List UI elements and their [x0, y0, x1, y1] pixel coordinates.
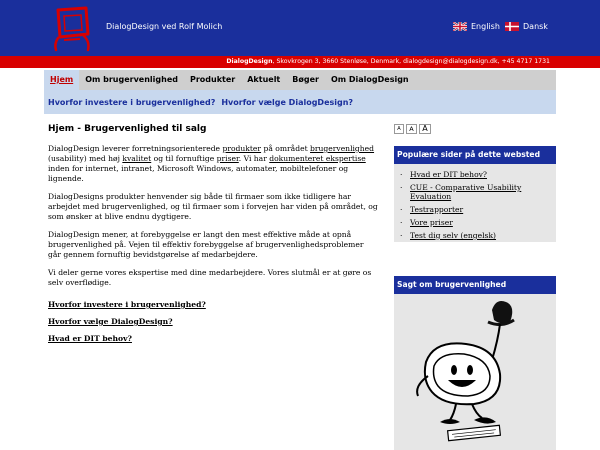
link-ekspertise[interactable]: dokumenteret ekspertise: [269, 154, 366, 163]
link-choose[interactable]: Hvorfor vælge DialogDesign?: [48, 317, 173, 326]
share-paragraph: Vi deler gerne vores ekspertise med dine medarbejdere. Vores slutmål er at gøre os selv overflødige.: [48, 268, 372, 287]
link-kvalitet[interactable]: kvalitet: [122, 154, 152, 163]
font-size-medium-button[interactable]: A: [406, 124, 417, 134]
list-item: · Test dig selv (engelsk): [400, 231, 497, 240]
language-english-label: English: [471, 22, 500, 31]
language-danish-label: Dansk: [523, 22, 548, 31]
site-title: DialogDesign ved Rolf Molich: [106, 22, 223, 31]
list-item: · CUE - Comparative Usability Evaluation: [400, 183, 550, 201]
contact-company: DialogDesign: [226, 58, 273, 65]
intro-paragraph: DialogDesign leverer forretningsorienterede produkter på området brugervenlighed (usability) med høj kvalitet og til fornuftige priser. Vi har dokumenteret ekspertise inden for internet, intranet, Microsoft Windows, automater, mobiltelefoner og lignende.: [48, 144, 375, 183]
main-nav: [44, 70, 556, 90]
font-size-small-button[interactable]: A: [394, 124, 404, 134]
nav-item-hjem[interactable]: Hjem: [44, 70, 79, 90]
link-brugervenlighed[interactable]: brugervenlighed: [310, 144, 375, 153]
nav-item-produkter[interactable]: Produkter: [189, 75, 236, 84]
popular-pages-box: [394, 146, 556, 242]
sub-nav: [44, 90, 556, 114]
list-item: · Hvad er DIT behov?: [400, 170, 487, 179]
popular-pages-heading: Populære sider på dette websted: [394, 146, 556, 164]
products-paragraph: DialogDesigns produkter henvender sig både til firmaer som ikke tidligere har arbejdet med brugervenlighed, og til firmaer som i forvejen har viden på området, og som ønsker at blive endnu dygtigere.: [48, 192, 378, 221]
link-produkter[interactable]: produkter: [222, 144, 262, 153]
popular-link-testrapporter[interactable]: Testrapporter: [410, 205, 464, 214]
list-item: · Vore priser: [400, 218, 453, 227]
danish-flag-icon: [505, 22, 519, 31]
site-header: [0, 0, 600, 56]
nav-item-om-brugervenlighed[interactable]: Om brugervenlighed: [85, 75, 178, 84]
font-size-controls: [394, 124, 431, 134]
popular-link-need[interactable]: Hvad er DIT behov?: [410, 170, 487, 179]
link-priser[interactable]: priser: [216, 154, 239, 163]
link-invest[interactable]: Hvorfor investere i brugervenlighed?: [48, 300, 206, 309]
language-english-link[interactable]: [453, 22, 500, 31]
popular-link-cue[interactable]: CUE - Comparative Usability Evaluation: [410, 183, 522, 201]
link-need[interactable]: Hvad er DIT behov?: [48, 334, 132, 343]
subnav-item-choose[interactable]: Hvorfor vælge DialogDesign?: [221, 97, 354, 107]
said-heading: Sagt om brugervenlighed: [394, 276, 556, 294]
main-content: [48, 124, 378, 351]
contact-details: , Skovkrogen 3, 3660 Stenløse, Denmark, dialogdesign@dialogdesign.dk, +45 4717 1731: [272, 58, 550, 65]
language-danish-link[interactable]: [505, 22, 548, 31]
prevention-paragraph: DialogDesign mener, at forebyggelse er langt den mest effektive måde at opnå brugervenlighed på. Vejen til effektiv forebyggelse af brugervenlighedsproblemer går gennem fornuftig bevidstgørelse af medarbejdere.: [48, 230, 364, 259]
font-size-large-button[interactable]: A: [419, 124, 431, 134]
dialogdesign-logo-icon[interactable]: [50, 4, 94, 52]
popular-link-test[interactable]: Test dig selv (engelsk): [410, 231, 497, 240]
said-about-usability-box: [394, 276, 556, 450]
page-title: Hjem - Brugervenlighed til salg: [48, 124, 207, 134]
contact-bar: [0, 56, 600, 68]
popular-pages-list: [394, 164, 556, 240]
nav-item-boger[interactable]: Bøger: [292, 75, 319, 84]
nav-item-om-dialogdesign[interactable]: Om DialogDesign: [330, 75, 409, 84]
subnav-item-invest[interactable]: Hvorfor investere i brugervenlighed?: [48, 97, 216, 107]
popular-link-priser[interactable]: Vore priser: [410, 218, 453, 227]
computer-mascot-icon: [404, 296, 554, 446]
list-item: · Testrapporter: [400, 205, 464, 214]
nav-item-aktuelt[interactable]: Aktuelt: [247, 75, 281, 84]
uk-flag-icon: [453, 22, 467, 31]
